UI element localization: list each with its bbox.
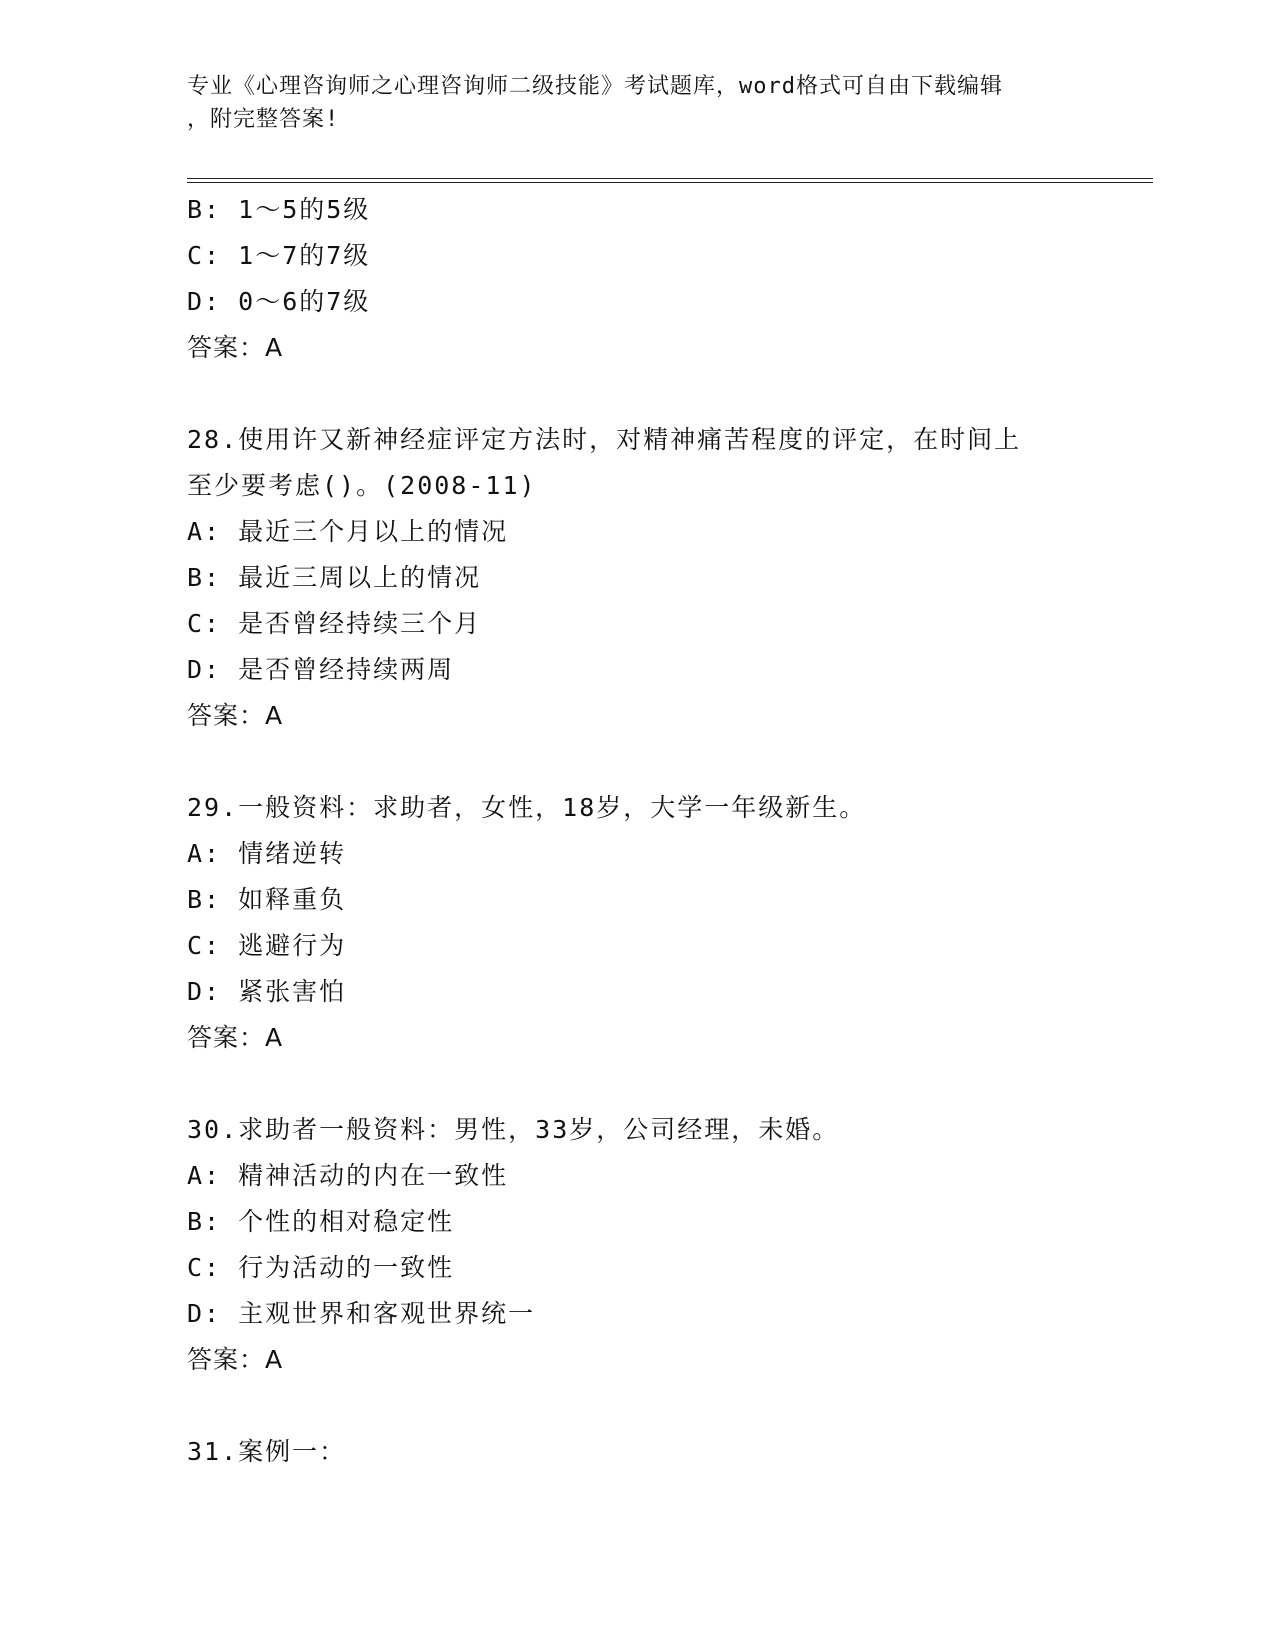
question-30 (187, 1107, 1087, 1383)
question-28 (187, 417, 1087, 739)
option-b: B: 1～5的5级 (187, 195, 371, 224)
header-title-line: 专业《心理咨询师之心理咨询师二级技能》考试题库，word格式可自由下载编辑 (187, 74, 1003, 99)
question-spacer (187, 739, 1087, 785)
header-divider-bottom (187, 182, 1153, 183)
question-stem: 31.案例一： (187, 1437, 347, 1466)
option-d: D: 是否曾经持续两周 (187, 655, 455, 684)
option-d: D: 紧张害怕 (187, 977, 347, 1006)
question-spacer (187, 1061, 1087, 1107)
option-a: A: 最近三个月以上的情况 (187, 517, 509, 546)
question-29 (187, 785, 1087, 1061)
answer-line: 答案：A (187, 1345, 284, 1374)
option-b: B: 个性的相对稳定性 (187, 1207, 455, 1236)
option-a: A: 情绪逆转 (187, 839, 347, 868)
option-c: C: 行为活动的一致性 (187, 1253, 455, 1282)
option-d: D: 主观世界和客观世界统一 (187, 1299, 536, 1328)
answer-line: 答案：A (187, 701, 284, 730)
question-stem: 28.使用许又新神经症评定方法时，对精神痛苦程度的评定，在时间上 (187, 425, 1022, 454)
question-27-tail (187, 187, 1087, 371)
answer-line: 答案：A (187, 1023, 284, 1052)
document-header (187, 70, 1067, 136)
question-stem: 29.一般资料：求助者，女性，18岁，大学一年级新生。 (187, 793, 867, 822)
question-stem: 30.求助者一般资料：男性，33岁，公司经理，未婚。 (187, 1115, 840, 1144)
header-divider-top (187, 178, 1153, 179)
question-spacer (187, 1383, 1087, 1429)
question-31 (187, 1429, 1087, 1475)
option-c: C: 逃避行为 (187, 931, 347, 960)
option-c: C: 是否曾经持续三个月 (187, 609, 482, 638)
option-d: D: 0～6的7级 (187, 287, 371, 316)
option-b: B: 最近三周以上的情况 (187, 563, 482, 592)
option-c: C: 1～7的7级 (187, 241, 371, 270)
question-stem-continuation: 至少要考虑()。(2008-11) (187, 471, 537, 500)
option-a: A: 精神活动的内在一致性 (187, 1161, 509, 1190)
question-list (187, 187, 1087, 1475)
header-title-continuation: ，附完整答案! (187, 107, 340, 132)
option-b: B: 如释重负 (187, 885, 347, 914)
question-spacer (187, 371, 1087, 417)
answer-line: 答案：A (187, 333, 284, 362)
